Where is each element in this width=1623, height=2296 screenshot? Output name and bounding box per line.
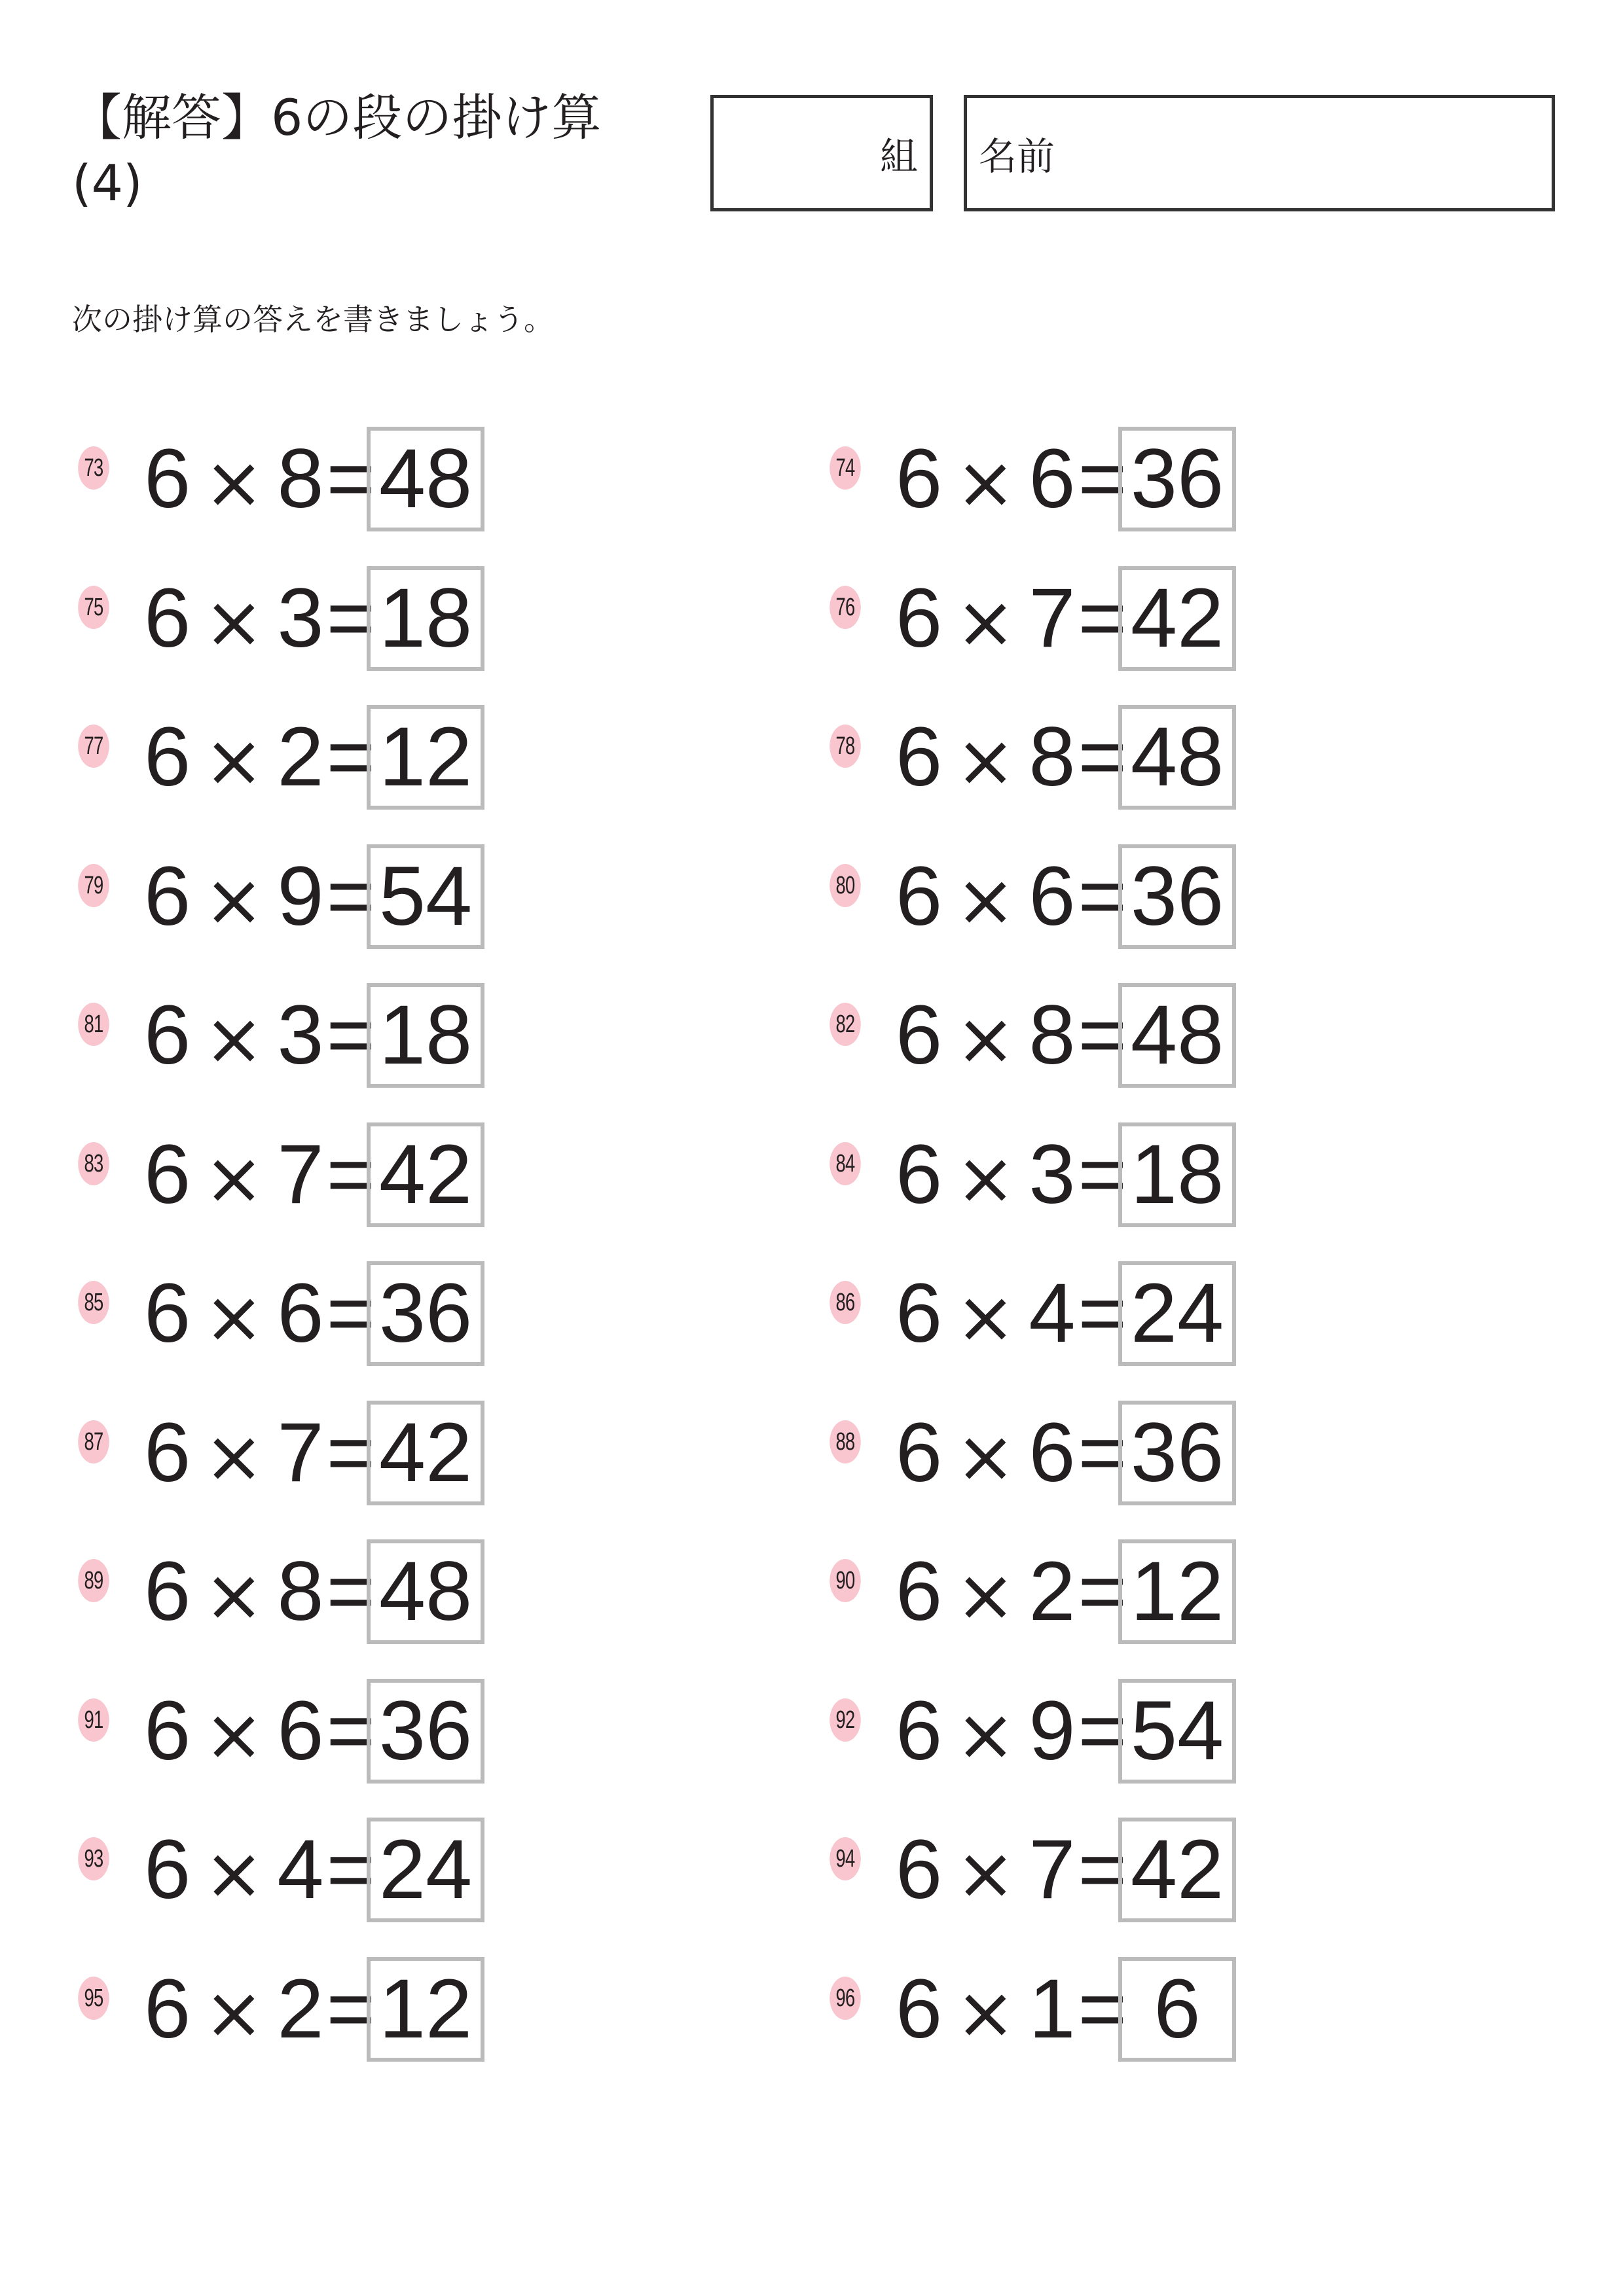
problem-item — [824, 1539, 1413, 1644]
equals-sign: = — [1078, 988, 1127, 1082]
multiplier: 7 — [277, 1127, 324, 1221]
times-operator: × — [955, 1831, 1016, 1915]
problem-item — [824, 844, 1413, 949]
problem-expression — [896, 1122, 1127, 1227]
times-operator: × — [204, 1970, 264, 2054]
multiplicand: 6 — [144, 849, 191, 943]
problem-expression — [896, 844, 1127, 949]
multiplicand: 6 — [896, 432, 943, 526]
class-field[interactable] — [710, 95, 933, 211]
times-operator: × — [955, 857, 1016, 942]
problem-number-badge: 89 — [78, 1559, 109, 1602]
times-operator: × — [955, 1553, 1016, 1637]
multiplicand: 6 — [896, 1405, 943, 1499]
answer-box[interactable]: 42 — [1118, 1818, 1236, 1922]
problem-item — [72, 1957, 661, 2062]
multiplier: 8 — [277, 1545, 324, 1638]
problem-item — [72, 844, 661, 949]
equals-sign: = — [326, 849, 376, 943]
answer-box[interactable]: 24 — [367, 1818, 484, 1922]
answer-box[interactable]: 18 — [367, 983, 484, 1088]
multiplicand: 6 — [144, 1545, 191, 1638]
problem-expression — [896, 1679, 1127, 1784]
problem-expression — [144, 705, 375, 810]
problem-item — [824, 1401, 1413, 1505]
answer-box[interactable]: 48 — [1118, 983, 1236, 1088]
times-operator: × — [204, 1275, 264, 1359]
times-operator: × — [204, 1692, 264, 1776]
answer-box[interactable]: 18 — [367, 566, 484, 671]
multiplicand: 6 — [144, 571, 191, 665]
times-operator: × — [204, 997, 264, 1081]
equals-sign: = — [1078, 849, 1127, 943]
answer-box[interactable]: 42 — [367, 1401, 484, 1505]
title-line-2: (4) — [72, 154, 143, 212]
multiplicand: 6 — [896, 1962, 943, 2056]
problem-expression — [896, 1957, 1127, 2062]
multiplier: 9 — [1029, 1683, 1076, 1778]
problem-item — [824, 1818, 1413, 1922]
problem-number-badge: 77 — [78, 725, 109, 768]
answer-box[interactable]: 54 — [367, 844, 484, 949]
problem-number-badge: 94 — [830, 1837, 861, 1880]
problem-number-badge: 93 — [78, 1837, 109, 1880]
times-operator: × — [955, 1136, 1016, 1220]
problem-number-badge: 79 — [78, 864, 109, 907]
title-line-1: 【解答】6の段の掛け算 — [72, 88, 602, 147]
page-title — [72, 85, 635, 216]
times-operator: × — [955, 440, 1016, 524]
answer-box[interactable]: 6 — [1118, 1957, 1236, 2062]
multiplier: 6 — [1029, 432, 1076, 526]
times-operator: × — [955, 719, 1016, 802]
problem-number-badge: 90 — [830, 1559, 861, 1602]
class-label: 組 — [879, 134, 918, 179]
equals-sign: = — [326, 1545, 376, 1638]
problem-expression — [896, 983, 1127, 1088]
multiplicand: 6 — [144, 1127, 191, 1221]
equals-sign: = — [326, 1405, 376, 1499]
times-operator: × — [955, 579, 1016, 664]
problem-expression — [144, 1957, 375, 2062]
multiplicand: 6 — [896, 710, 943, 804]
problem-expression — [144, 844, 375, 949]
problem-item — [824, 1957, 1413, 2062]
equals-sign: = — [326, 1127, 376, 1221]
multiplicand: 6 — [144, 1823, 191, 1916]
problem-number-badge: 81 — [78, 1003, 109, 1046]
name-field[interactable] — [964, 95, 1555, 211]
multiplier: 9 — [277, 849, 324, 943]
problem-number-badge: 85 — [78, 1281, 109, 1324]
problem-number-badge: 73 — [78, 446, 109, 490]
multiplicand: 6 — [896, 849, 943, 943]
multiplier: 2 — [277, 1962, 324, 2056]
equals-sign: = — [326, 1266, 376, 1360]
multiplier: 6 — [277, 1266, 324, 1360]
problem-item — [72, 983, 661, 1088]
problem-item — [824, 1261, 1413, 1366]
equals-sign: = — [1078, 1405, 1127, 1499]
answer-box[interactable]: 48 — [1118, 705, 1236, 810]
problem-item — [824, 983, 1413, 1088]
equals-sign: = — [1078, 1127, 1127, 1221]
equals-sign: = — [1078, 571, 1127, 665]
times-operator: × — [204, 1553, 264, 1637]
equals-sign: = — [1078, 1683, 1127, 1778]
multiplier: 2 — [1029, 1545, 1076, 1638]
equals-sign: = — [326, 432, 376, 526]
multiplier: 1 — [1029, 1962, 1076, 2056]
multiplier: 8 — [277, 432, 324, 526]
multiplicand: 6 — [896, 1683, 943, 1778]
multiplier: 8 — [1029, 710, 1076, 804]
equals-sign: = — [326, 710, 376, 804]
multiplicand: 6 — [144, 710, 191, 804]
multiplicand: 6 — [896, 1266, 943, 1360]
equals-sign: = — [1078, 1823, 1127, 1916]
answer-box[interactable]: 36 — [1118, 427, 1236, 531]
problem-number-badge: 74 — [830, 446, 861, 490]
problem-number-badge: 96 — [830, 1977, 861, 2020]
answer-box[interactable]: 48 — [367, 427, 484, 531]
equals-sign: = — [326, 1683, 376, 1778]
multiplier: 3 — [1029, 1127, 1076, 1221]
problem-item — [72, 1261, 661, 1366]
equals-sign: = — [1078, 432, 1127, 526]
answer-box[interactable]: 36 — [367, 1261, 484, 1366]
problem-item — [72, 1401, 661, 1505]
problem-expression — [144, 1539, 375, 1644]
multiplicand: 6 — [144, 1405, 191, 1499]
times-operator: × — [204, 579, 264, 664]
times-operator: × — [955, 1275, 1016, 1359]
problem-item — [824, 566, 1413, 671]
answer-box[interactable]: 42 — [367, 1122, 484, 1227]
problem-expression — [144, 1122, 375, 1227]
multiplicand: 6 — [144, 432, 191, 526]
problem-number-badge: 92 — [830, 1698, 861, 1742]
answer-box[interactable]: 18 — [1118, 1122, 1236, 1227]
problem-item — [72, 1679, 661, 1784]
answer-box[interactable]: 54 — [1118, 1679, 1236, 1784]
problem-number-badge: 84 — [830, 1142, 861, 1185]
multiplicand: 6 — [896, 1545, 943, 1638]
problem-expression — [144, 1679, 375, 1784]
problem-number-badge: 91 — [78, 1698, 109, 1742]
times-operator: × — [204, 1136, 264, 1220]
times-operator: × — [204, 1414, 264, 1498]
problem-item — [824, 1679, 1413, 1784]
equals-sign: = — [1078, 1545, 1127, 1638]
problem-expression — [144, 983, 375, 1088]
problem-number-badge: 76 — [830, 586, 861, 629]
problem-expression — [896, 705, 1127, 810]
multiplier: 7 — [1029, 571, 1076, 665]
multiplier: 6 — [1029, 1405, 1076, 1499]
multiplier: 8 — [1029, 988, 1076, 1082]
problem-number-badge: 82 — [830, 1003, 861, 1046]
problem-number-badge: 95 — [78, 1977, 109, 2020]
problem-item — [72, 427, 661, 531]
problem-expression — [144, 566, 375, 671]
answer-box[interactable]: 12 — [1118, 1539, 1236, 1644]
answer-box[interactable]: 36 — [1118, 1401, 1236, 1505]
problem-item — [72, 1122, 661, 1227]
problem-item — [72, 566, 661, 671]
answer-box[interactable]: 12 — [367, 1957, 484, 2062]
problem-item — [824, 427, 1413, 531]
multiplier: 6 — [1029, 849, 1076, 943]
multiplier: 4 — [277, 1823, 324, 1916]
multiplier: 3 — [277, 988, 324, 1082]
problem-number-badge: 87 — [78, 1420, 109, 1463]
times-operator: × — [955, 997, 1016, 1081]
multiplier: 7 — [1029, 1823, 1076, 1916]
times-operator: × — [204, 1831, 264, 1915]
times-operator: × — [955, 1414, 1016, 1498]
times-operator: × — [204, 857, 264, 942]
problem-expression — [896, 1401, 1127, 1505]
multiplicand: 6 — [144, 988, 191, 1082]
times-operator: × — [955, 1970, 1016, 2054]
equals-sign: = — [326, 571, 376, 665]
problem-expression — [896, 427, 1127, 531]
problem-number-badge: 83 — [78, 1142, 109, 1185]
problem-item — [72, 1818, 661, 1922]
times-operator: × — [955, 1692, 1016, 1776]
times-operator: × — [204, 719, 264, 802]
problem-expression — [144, 1401, 375, 1505]
equals-sign: = — [1078, 1266, 1127, 1360]
multiplier: 2 — [277, 710, 324, 804]
problem-item — [824, 1122, 1413, 1227]
multiplier: 6 — [277, 1683, 324, 1778]
problem-expression — [896, 1539, 1127, 1644]
problem-expression — [144, 427, 375, 531]
problem-expression — [144, 1818, 375, 1922]
answer-box[interactable]: 48 — [367, 1539, 484, 1644]
answer-box[interactable]: 36 — [367, 1679, 484, 1784]
equals-sign: = — [326, 1823, 376, 1916]
equals-sign: = — [1078, 710, 1127, 804]
problem-item — [824, 705, 1413, 810]
answer-box[interactable]: 24 — [1118, 1261, 1236, 1366]
problem-number-badge: 78 — [830, 725, 861, 768]
multiplicand: 6 — [144, 1683, 191, 1778]
equals-sign: = — [326, 988, 376, 1082]
multiplicand: 6 — [896, 571, 943, 665]
multiplier: 3 — [277, 571, 324, 665]
problem-number-badge: 86 — [830, 1281, 861, 1324]
multiplier: 4 — [1029, 1266, 1076, 1360]
problem-number-badge: 88 — [830, 1420, 861, 1463]
multiplier: 7 — [277, 1405, 324, 1499]
multiplicand: 6 — [896, 1823, 943, 1916]
problem-number-badge: 80 — [830, 864, 861, 907]
instruction-text: 次の掛け算の答えを書きましょう。 — [72, 302, 554, 337]
equals-sign: = — [1078, 1962, 1127, 2056]
answer-box[interactable]: 42 — [1118, 566, 1236, 671]
problem-expression — [144, 1261, 375, 1366]
problem-item — [72, 705, 661, 810]
problem-expression — [896, 566, 1127, 671]
answer-box[interactable]: 36 — [1118, 844, 1236, 949]
multiplicand: 6 — [896, 1127, 943, 1221]
multiplicand: 6 — [144, 1962, 191, 2056]
answer-box[interactable]: 12 — [367, 705, 484, 810]
multiplicand: 6 — [144, 1266, 191, 1360]
problem-expression — [896, 1818, 1127, 1922]
problem-number-badge: 75 — [78, 586, 109, 629]
multiplicand: 6 — [896, 988, 943, 1082]
problem-expression — [896, 1261, 1127, 1366]
times-operator: × — [204, 440, 264, 524]
name-label: 名前 — [979, 134, 1055, 179]
problem-item — [72, 1539, 661, 1644]
equals-sign: = — [326, 1962, 376, 2056]
